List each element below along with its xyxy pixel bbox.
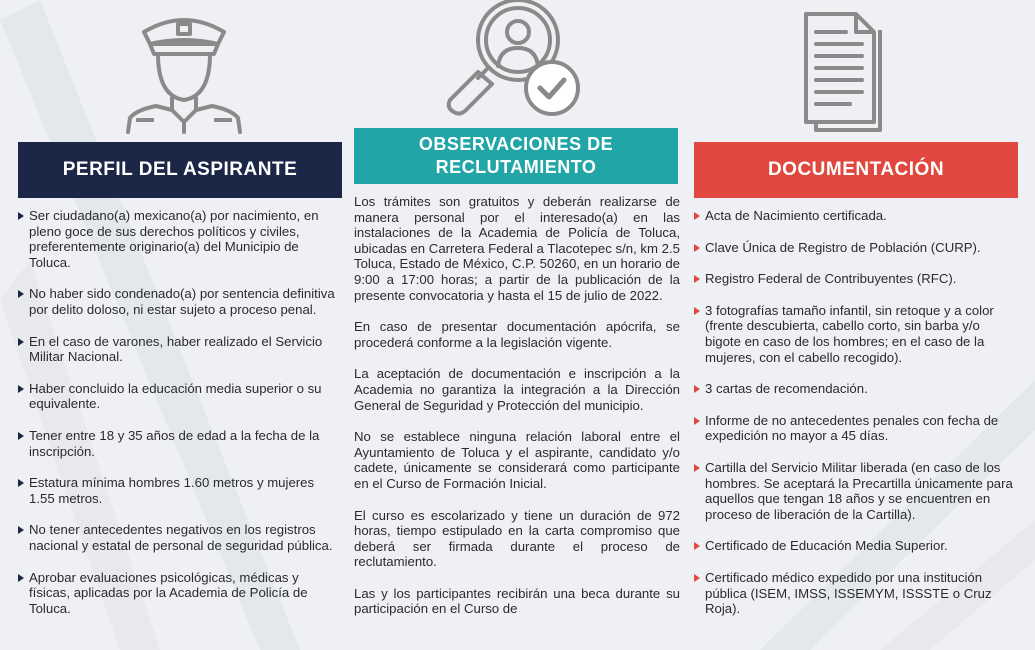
bullet-icon bbox=[18, 338, 24, 346]
bullet-icon bbox=[18, 432, 24, 440]
observaciones-title-line1: OBSERVACIONES DE bbox=[418, 134, 614, 154]
bullet-icon bbox=[694, 275, 700, 283]
bullet-icon bbox=[694, 464, 700, 472]
bullet-icon bbox=[694, 574, 700, 582]
paragraph: En caso de presentar documentación apócrifa, se procederá conforme a la legislación vigente. bbox=[354, 319, 680, 350]
list-item: 3 cartas de recomendación. bbox=[694, 381, 1016, 397]
magnifier-check-icon bbox=[440, 0, 580, 124]
list-item: Acta de Nacimiento certificada. bbox=[694, 208, 1016, 224]
bullet-icon bbox=[694, 385, 700, 393]
list-item: Certificado médico expedido por una institución pública (ISEM, IMSS, ISSEMYM, ISSSTE o Cruz Roja). bbox=[694, 570, 1016, 617]
bullet-icon bbox=[18, 479, 24, 487]
list-item: Certificado de Educación Media Superior. bbox=[694, 538, 1016, 554]
paragraph: Los trámites son gratuitos y deberán realizarse de manera personal por el interesado(a) en las instalaciones de la Academia de Policía de Toluca, ubicadas en Carretera Federal a Tlacotepec s/n, km 2.5 Toluca, Estado de México, C.P. 50260, en un horario de 9:00 a 17:00 horas; a partir de la publicación de la presente convocatoria y hasta el 15 de julio de 2022. bbox=[354, 194, 680, 303]
list-item: 3 fotografías tamaño infantil, sin retoque y a color (frente descubierta, cabello corto, sin barba y/o bigote en caso de los hombres; en el caso de la mujeres, con el cabello recogido). bbox=[694, 303, 1016, 365]
bullet-icon bbox=[694, 542, 700, 550]
list-item: Estatura mínima hombres 1.60 metros y mujeres 1.55 metros. bbox=[18, 475, 340, 506]
bullet-icon bbox=[18, 212, 24, 220]
paragraph: La aceptación de documentación e inscripción a la Academia no garantiza la integración a la Dirección General de Seguridad y Protección del municipio. bbox=[354, 366, 680, 413]
list-item: Registro Federal de Contribuyentes (RFC). bbox=[694, 271, 1016, 287]
documentacion-list bbox=[694, 208, 1016, 633]
bullet-icon bbox=[18, 526, 24, 534]
documentacion-header bbox=[694, 142, 1018, 198]
perfil-title: PERFIL DEL ASPIRANTE bbox=[62, 159, 298, 180]
observaciones-text bbox=[354, 194, 680, 633]
list-item: Aprobar evaluaciones psicológicas, médicas y físicas, aplicadas por la Academia de Policía de Toluca. bbox=[18, 570, 340, 617]
list-item: En el caso de varones, haber realizado el Servicio Militar Nacional. bbox=[18, 334, 340, 365]
observaciones-title-line2: RECLUTAMIENTO bbox=[435, 157, 597, 177]
list-item: Ser ciudadano(a) mexicano(a) por nacimiento, en pleno goce de sus derechos políticos y civiles, preferentemente originario(a) del Municipio de Toluca. bbox=[18, 208, 340, 270]
list-item: Haber concluido la educación media superior o su equivalente. bbox=[18, 381, 340, 412]
paragraph: Las y los participantes recibirán una beca durante su participación en el Curso de bbox=[354, 585, 680, 617]
document-icon bbox=[800, 10, 890, 134]
bullet-icon bbox=[18, 385, 24, 393]
bullet-icon bbox=[18, 290, 24, 298]
bullet-icon bbox=[694, 417, 700, 425]
paragraph: No se establece ninguna relación laboral entre el Ayuntamiento de Toluca y el aspirante, candidato y/o cadete, únicamente se considerará como participante en el Curso de Formación Inicial. bbox=[354, 429, 680, 491]
documentacion-title: DOCUMENTACIÓN bbox=[767, 159, 945, 180]
bullet-icon bbox=[18, 574, 24, 582]
list-item: No haber sido condenado(a) por sentencia definitiva por delito doloso, ni estar sujeto a proceso penal. bbox=[18, 286, 340, 317]
police-officer-icon bbox=[122, 10, 246, 134]
list-item: No tener antecedentes negativos en los registros nacional y estatal de personal de seguridad pública. bbox=[18, 522, 340, 553]
list-item: Informe de no antecedentes penales con fecha de expedición no mayor a 45 días. bbox=[694, 413, 1016, 444]
bullet-icon bbox=[694, 212, 700, 220]
list-item: Clave Única de Registro de Población (CURP). bbox=[694, 240, 1016, 256]
perfil-header bbox=[18, 142, 342, 198]
observaciones-header bbox=[354, 128, 678, 184]
perfil-list bbox=[18, 208, 340, 632]
list-item: Cartilla del Servicio Militar liberada (en caso de los hombres. Se aceptará la Precartilla únicamente para aquellos que tengan 18 años y se encuentren en proceso de liberación de la Cartilla). bbox=[694, 460, 1016, 522]
list-item: Tener entre 18 y 35 años de edad a la fecha de la inscripción. bbox=[18, 428, 340, 459]
bullet-icon bbox=[694, 244, 700, 252]
paragraph: El curso es escolarizado y tiene un duración de 972 horas, tiempo estipulado en la carta compromiso que deberá ser firmada durante el proceso de reclutamiento. bbox=[354, 507, 680, 570]
bullet-icon bbox=[694, 307, 700, 315]
